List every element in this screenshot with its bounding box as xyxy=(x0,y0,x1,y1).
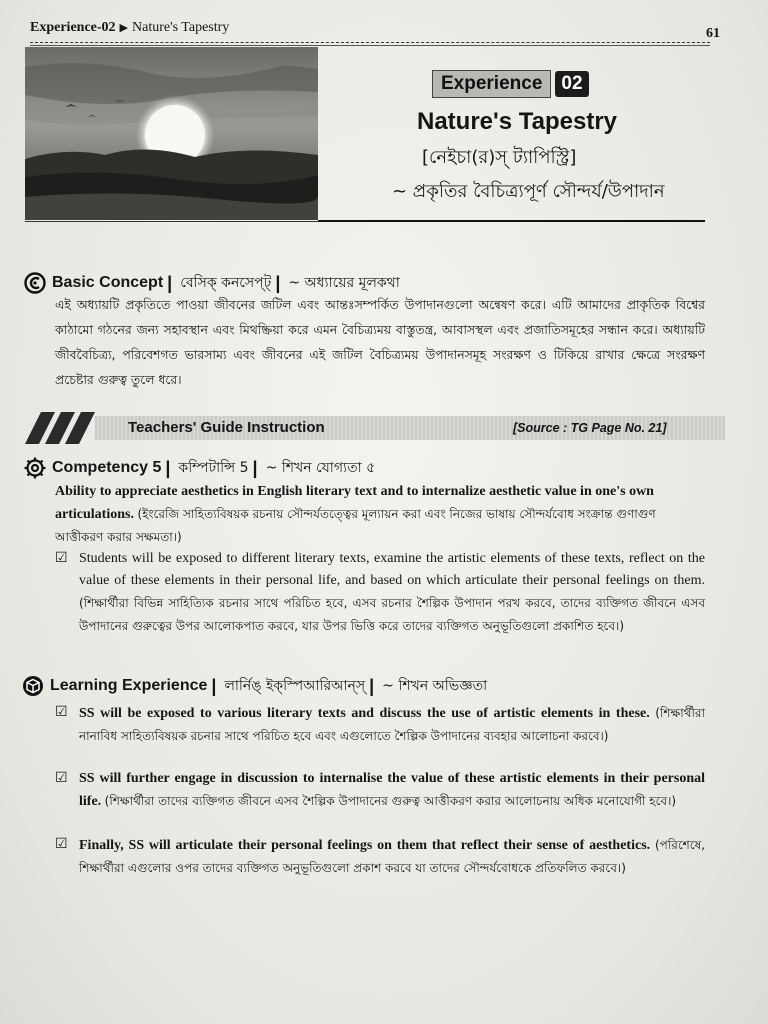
checkbox-icon: ☑ xyxy=(55,550,68,566)
photo-rule xyxy=(25,221,318,222)
competency-meaning: ~ শিখন যোগ্যতা ৫ xyxy=(265,460,376,476)
running-header-section: Experience-02 xyxy=(30,20,116,35)
learning-experience-heading xyxy=(22,674,487,698)
header-rule-secondary xyxy=(30,45,710,46)
learning-item xyxy=(55,768,705,813)
learning-experience-meaning: ~ শিখন অভিজ্ঞতা xyxy=(382,678,488,694)
learning-item-text xyxy=(79,768,705,813)
page-number: 61 xyxy=(706,26,720,41)
chapter-title: Nature's Tapestry xyxy=(417,108,618,135)
chapter-meaning: ~ প্রকৃতির বৈচিত্র্যপূর্ণ সৌন্দর্য/উপাদান xyxy=(392,181,665,202)
teachers-guide-label: Teachers' Guide Instruction xyxy=(128,419,325,436)
basic-concept-bangla: বেসিক্ কনসেপ্ট্ xyxy=(180,275,272,291)
learning-item xyxy=(55,702,705,748)
heading-separator: | xyxy=(275,272,281,293)
cube-icon xyxy=(22,675,44,697)
chapter-pronunciation: [নেইচা(র)স্ ট্যাপিস্ট্রি] xyxy=(422,147,577,168)
competency-heading xyxy=(24,456,375,480)
competency-statement-en: Ability to appreciate aesthetics in English literary text and to internalize aesthetic value in one's own articulations. xyxy=(55,484,654,522)
competency-item-bn: (শিক্ষার্থীরা বিভিন্ন সাহিত্যিক রচনার সাথে পরিচিত হবে, এসব রচনার শৈল্পিক উপাদান পরখ করবে, তাদের ব্যক্তিগত জীবনে এসব উপাদানের গুরুত্বের উপর আলোকপাত করবে, যার উপর ভিত্তি করে তাদের ব্যক্তিগত অনুভূতিগুলো প্রকাশিত হবে।) xyxy=(79,596,705,633)
teachers-guide-band xyxy=(25,412,725,444)
competency-title: Competency 5 xyxy=(52,459,162,476)
experience-badge-word: Experience xyxy=(432,70,551,98)
basic-concept-meaning: ~ অধ্যায়ের মূলকথা xyxy=(288,275,400,291)
heading-separator: | xyxy=(211,675,217,696)
running-header-chapter: Nature's Tapestry xyxy=(132,20,230,35)
triangle-right-icon: ▶ xyxy=(119,22,128,34)
checkbox-icon: ☑ xyxy=(55,770,68,786)
learning-item-en: SS will be exposed to various literary texts and discuss the use of artistic elements in these. xyxy=(79,706,650,721)
learning-item xyxy=(55,834,705,880)
experience-badge-number: 02 xyxy=(555,71,588,97)
learning-item-text xyxy=(79,834,705,880)
learning-item-bn: (শিক্ষার্থীরা তাদের ব্যক্তিগত জীবনে এসব শৈল্পিক উপাদানের গুরুত্ব আত্তীকরণ করার আলোচনায় অধিক মনোযোগী হবে।) xyxy=(104,794,677,808)
heading-separator: | xyxy=(252,457,258,478)
basic-concept-title: Basic Concept xyxy=(52,274,164,291)
learning-experience-bangla: লার্নিঙ্ ইক্‌স্পিআরিআন্‌স্ xyxy=(224,678,366,694)
heading-separator: | xyxy=(165,457,171,478)
gear-icon xyxy=(24,457,46,479)
heading-separator: | xyxy=(369,675,375,696)
competency-item-text xyxy=(79,548,705,638)
checkbox-icon: ☑ xyxy=(55,704,68,720)
basic-concept-text: এই অধ্যায়টি প্রকৃতিতে পাওয়া জীবনের জটিল এবং আন্তঃসম্পর্কিত উপাদানগুলো অন্বেষণ করে। এটি আমাদের প্রাকৃতিক বিশ্বের কাঠামো গঠনের জন্য সহাবস্থান এবং মিথষ্ক্রিয়া করে এমন বৈচিত্র্যময় বাস্তুতন্ত্র, আবাসস্থল এবং প্রজাতিসমূহের সন্ধান করে। অধ্যায়টি জীববৈচিত্র্য, পরিবেশগত ভারসাম্য এবং জীবনের এই জটিল বৈচিত্র্যময় উপাদানসমূহ সংরক্ষণ ও টিকিয়ে রাখার ক্ষেত্রে সংরক্ষণ প্রচেষ্টার গুরুত্ব তুলে ধরে। xyxy=(55,297,705,387)
running-header xyxy=(30,18,720,42)
competency-item xyxy=(55,548,705,638)
competency-bangla: কম্পিটান্সি 5 xyxy=(178,460,249,476)
learning-experience-title: Learning Experience xyxy=(50,677,208,694)
header-rule xyxy=(30,42,710,43)
concept-icon xyxy=(24,272,46,294)
checkbox-icon: ☑ xyxy=(55,836,68,852)
title-rule xyxy=(318,220,705,222)
learning-item-bn: (শিক্ষার্থীরা নানাবিধ সাহিত্যবিষয়ক রচনার সাথে পরিচিত হবে এবং এগুলোতে শৈল্পিক উপাদানের ব্যবহার আলোচনা করবে।) xyxy=(79,706,705,743)
competency-item-en: Students will be exposed to different literary texts, examine the artistic elements of these texts, reflect on the value of these elements in their personal life, and based on which articulate their personal feelings on them. xyxy=(79,551,705,588)
competency-statement xyxy=(55,481,702,549)
experience-badge xyxy=(432,69,589,99)
stripe-icon xyxy=(25,412,105,444)
sunset-photo xyxy=(25,47,318,220)
learning-item-en: Finally, SS will articulate their personal feelings on them that reflect their sense of aesthetics. xyxy=(79,838,651,853)
competency-statement-bn: (ইংরেজি সাহিত্যবিষয়ক রচনায় সৌন্দর্যতত্ত্বের মূল্যায়ন করা এবং নিজের ভাষায় সৌন্দর্যবোধ সংক্রান্ত গুণাগুণ আত্তীকরণ করার সক্ষমতা।) xyxy=(55,507,656,544)
learning-item-en: SS will further engage in discussion to internalise the value of these artistic elements in their personal life. xyxy=(79,771,705,809)
heading-separator: | xyxy=(167,272,173,293)
learning-item-text xyxy=(79,702,705,748)
learning-item-bn: (পরিশেষে, শিক্ষার্থীরা এগুলোর ওপর তাদের ব্যক্তিগত অনুভূতিগুলো প্রকাশ করবে যা তাদের সৌন্দর্যবোধকে প্রতিফলিত করবে।) xyxy=(79,838,706,875)
teachers-guide-source: [Source : TG Page No. 21] xyxy=(513,421,667,435)
running-header-left xyxy=(30,20,229,36)
